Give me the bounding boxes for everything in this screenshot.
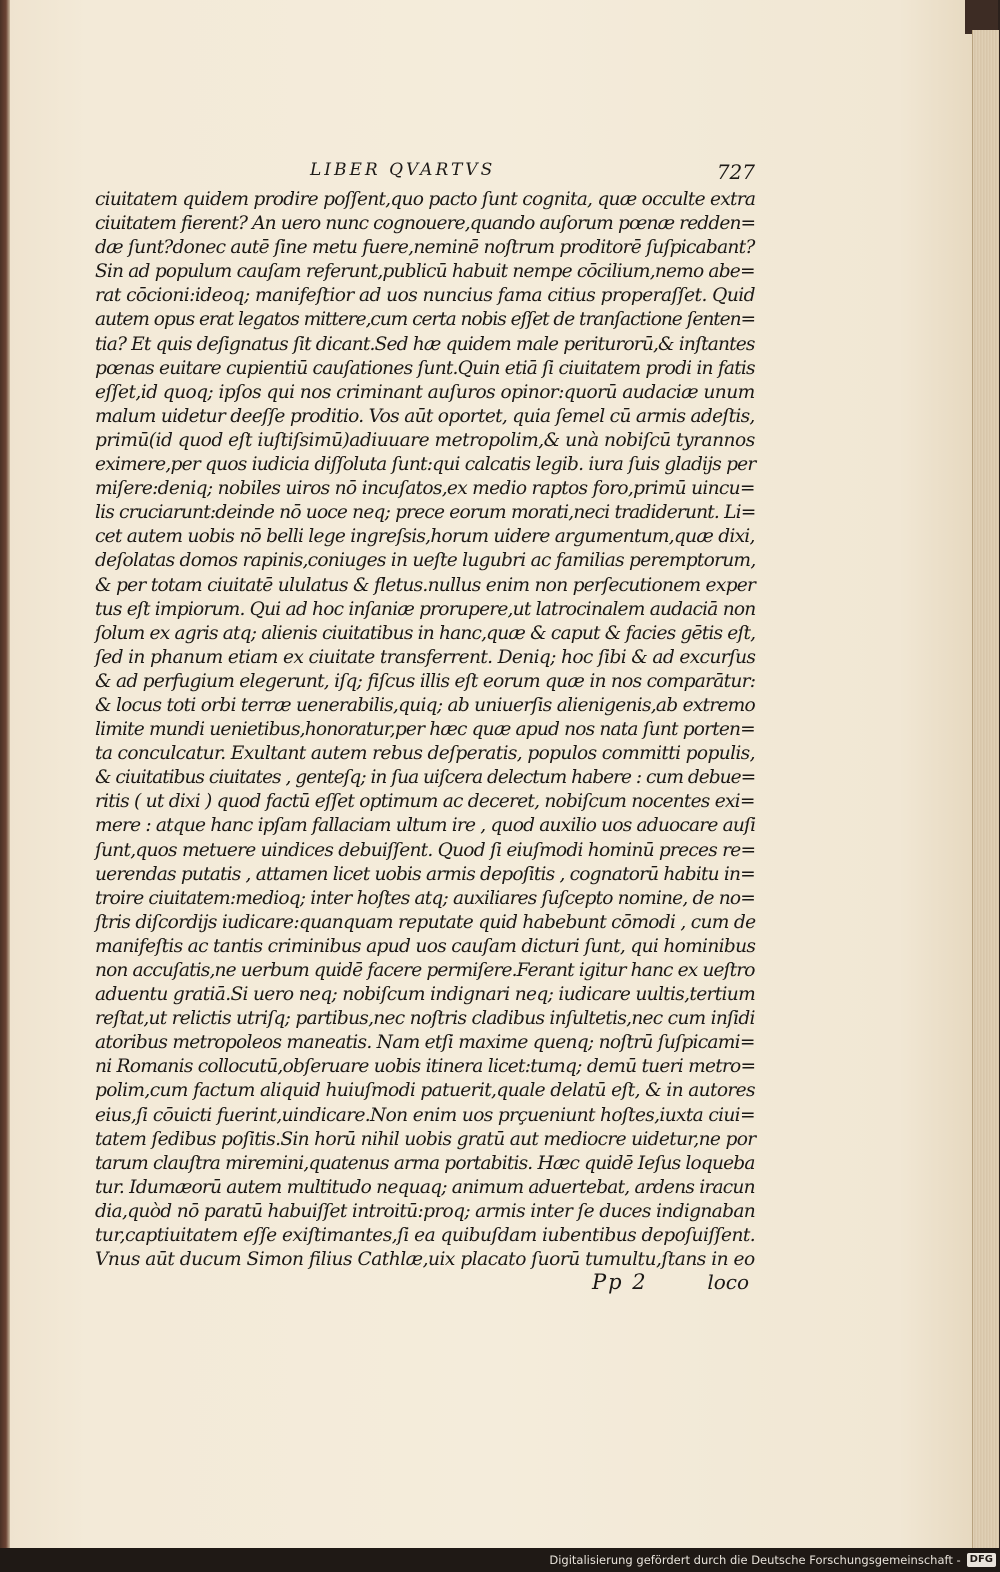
text-line: ſtris diſcordijs iudicare:quanquam reputate quid habebunt cōmodi , cum de [95, 911, 756, 933]
text-line: aduentu gratiā.Si uero neq; nobiſcum indignari neq; iudicare uultis,tertium [95, 984, 756, 1006]
text-line: Vnus aūt ducum Simon filius Cathlæ,uix placato ſuorū tumultu,ſtans in eo [95, 1249, 755, 1271]
text-line: primū(id quod eſt iuſtiſsimū)adiuuare metropolim,& unà nobiſcū tyrannos [95, 429, 755, 451]
text-line: ta conculcatur. Exultant autem rebus deſperatis, populos committi populis, [95, 743, 755, 765]
text-line: dæ ſunt?donec autē ſine metu fuere,neminē noſtrum proditorē ſuſpicabant? [95, 237, 755, 259]
text-line: manifeſtis ac tantis criminibus apud uos cauſam dicturi ſunt, qui hominibus [95, 935, 756, 957]
text-line: miſere:deniq; nobiles uiros nō incuſatos,ex medio raptos foro,primū uincu= [95, 478, 755, 500]
text-line: tarum clauſtra miremini,quatenus arma portabitis. Hæc quidē Ieſus loqueba [95, 1152, 755, 1174]
text-line: & ad perfugium elegerunt, iſq; fiſcus illis eſt eorum quæ in nos comparātur: [95, 670, 756, 692]
body-text [95, 188, 755, 1272]
text-line: atoribus metropoleos maneatis. Nam etſi maxime quenq; noſtrū ſuſpicami= [95, 1032, 755, 1054]
text-line: ni Romanis collocutū,obſeruare uobis itinera licet:tumq; demū tueri metro= [95, 1056, 756, 1078]
text-line: eſſet,id quoq; ipſos qui nos criminant auſuros opinor:quorū audaciæ unum [95, 381, 755, 403]
funding-note [549, 1551, 996, 1569]
text-line: ritis ( ut dixi ) quod factū eſſet optimum ac deceret, nobiſcum nocentes exi= [95, 791, 755, 813]
text-line: tatem ſedibus poſitis.Sin horū nihil uobis gratū aut mediocre uidetur,ne por [95, 1128, 756, 1150]
text-line: limite mundi uenietibus,honoratur,per hæc quæ apud nos nata ſunt porten= [95, 719, 755, 741]
text-line: uerendas putatis , attamen licet uobis armis depoſitis , cognatorū habitu in= [95, 863, 755, 885]
page-edge-corner [965, 0, 998, 34]
text-line: polim,cum factum aliquid huiuſmodi patuerit,quale delatū eſt, & in autores [95, 1080, 755, 1102]
text-line: ciuitatem fierent? An uero nunc cognouere,quando auſorum pœnæ redden= [95, 213, 756, 235]
text-line: cet autem uobis nō belli lege ingreſsis,horum uidere argumentum,quæ dixi, [95, 526, 755, 548]
text-line: deſolatas domos rapinis,coniuges in ueſte lugubri ac familias peremptorum, [95, 550, 756, 572]
text-line: ſolum ex agris atq; alienis ciuitatibus in hanc,quæ & caput & facies gētis eſt, [95, 622, 756, 644]
text-line: Sin ad populum cauſam referunt,publicū habuit nempe cōcilium,nemo abe= [95, 261, 755, 283]
signature-mark: Pp 2 [592, 1270, 648, 1294]
text-line: & per totam ciuitatē ululatus & fletus.nullus enim non perſecutionem exper [95, 574, 756, 596]
text-line: & locus toti orbi terræ uenerabilis,quiq; ab uniuerſis alienigenis,ab extremo [95, 694, 756, 716]
text-line: malum uidetur deeſſe proditio. Vos aūt oportet, quia ſemel cū armis adeſtis, [95, 405, 755, 427]
text-line: ſed in phanum etiam ex ciuitate transferrent. Deniq; hoc ſibi & ad excurſus [95, 646, 756, 668]
text-line: tur. Idumæorū autem multitudo nequaq; animum aduertebat, ardens iracun [95, 1176, 755, 1198]
text-line: tia? Et quis deſignatus ſit dicant.Sed hæ quidem male periturorū,& inſtantes [95, 333, 755, 355]
text-line: mere : atque hanc ipſam fallaciam ultum ire , quod auxilio uos aduocare auſi [95, 815, 756, 837]
text-line: rat cōcioni:ideoq; manifeſtior ad uos nuncius fama citius properaſſet. Quid [95, 285, 755, 307]
book-binding [0, 0, 10, 1550]
text-line: lis cruciarunt:deinde nō uoce neq; prece eorum morati,neci tradiderunt. Li= [95, 502, 756, 524]
page-number: 727 [716, 160, 755, 184]
page-header [95, 160, 755, 190]
catchword: loco [707, 1270, 749, 1294]
text-line: non accuſatis,ne uerbum quidē facere permiſere.Ferant igitur hanc ex ueſtro [95, 960, 755, 981]
text-line: troire ciuitatem:medioq; inter hoſtes atq; auxiliares ſuſcepto nomine, de no= [95, 887, 755, 909]
dfg-logo: DFG [967, 1553, 996, 1567]
page-footer [95, 1268, 755, 1298]
text-line: pœnas euitare cupientiū cauſationes ſunt.Quin etiā ſi ciuitatem prodi in fatis [95, 357, 755, 379]
text-line: tur,captiuitatem eſſe exiſtimantes,ſi ea quibuſdam iubentibus depoſuiſſent. [95, 1225, 756, 1247]
text-line: eius,ſi cōuicti fuerint,uindicare.Non enim uos prçueniunt hoſtes,iuxta ciui= [95, 1104, 755, 1126]
text-line: ſunt,quos metuere uindices debuiſſent. Quod ſi eiuſmodi hominū preces re= [95, 839, 756, 861]
funding-text: Digitalisierung gefördert durch die Deutsche Forschungsgemeinschaft - [549, 1553, 961, 1567]
text-line: autem opus erat legatos mittere,cum certa nobis eſſet de tranſactione ſenten= [95, 309, 756, 331]
text-line: ciuitatem quidem prodire poſſent,quo pacto ſunt cognita, quæ occulte extra [95, 189, 756, 210]
text-line: eximere,per quos iudicia diſſoluta ſunt:qui calcatis legib. iura ſuis gladijs per [95, 454, 756, 476]
page-edges [972, 30, 999, 1548]
text-line: dia,quòd nō paratū habuiſſet introitū:proq; armis inter ſe duces indignaban [95, 1200, 756, 1222]
text-line: tus eſt impiorum. Qui ad hoc inſaniæ prorupere,ut latrocinalem audaciā non [95, 598, 756, 620]
text-line: & ciuitatibus ciuitates , genteſq; in ſua uiſcera delectum habere : cum debue= [95, 767, 756, 789]
running-head: LIBER QVARTVS [310, 160, 496, 180]
text-line: reſtat,ut relictis utriſq; partibus,nec noſtris cladibus inſultetis,nec cum inſidi [95, 1008, 755, 1030]
